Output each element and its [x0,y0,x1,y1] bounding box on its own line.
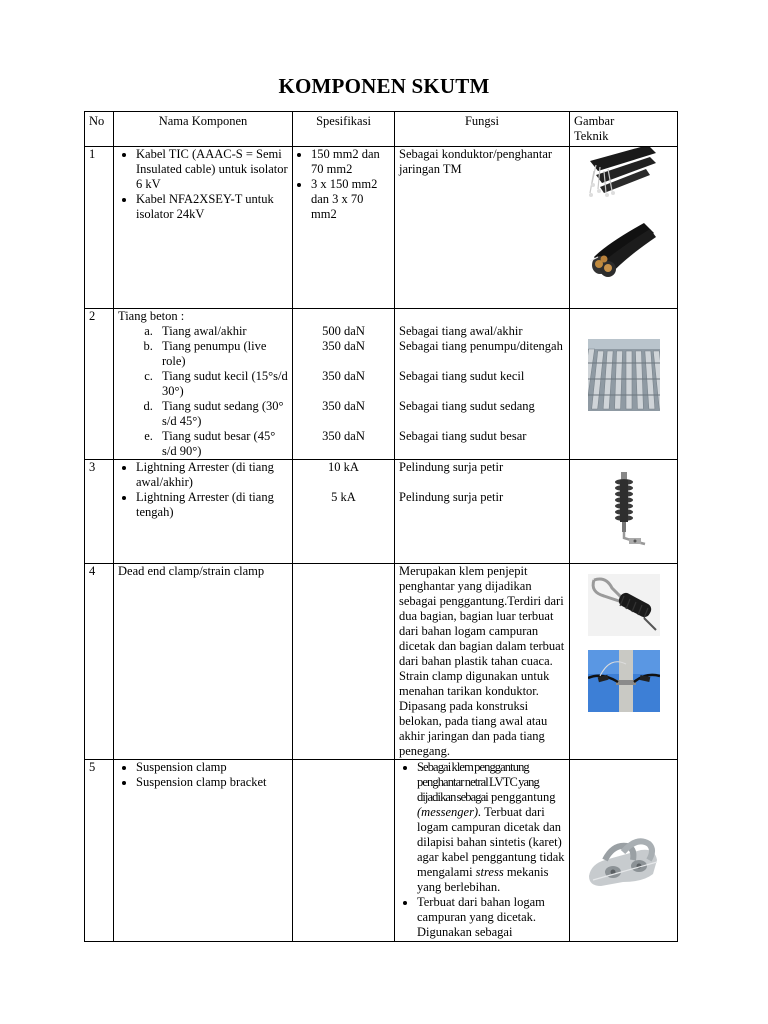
list-item: • Suspension clamp [136,760,288,775]
function-text: Pelindung surja petir [399,460,504,474]
function-text: Pelindung surja petir [399,490,504,504]
header-spesifikasi: Spesifikasi [293,112,395,147]
table-row [85,564,678,760]
list-item [417,760,565,895]
row-number: 1 [85,147,114,309]
suspension-clamp-photo [583,830,665,900]
specification-cell [293,564,395,760]
dead-end-clamp-photo [588,574,660,636]
lightning-arrester-photo [599,472,649,554]
component-name-cell [114,564,293,760]
specification-cell [293,760,395,942]
header-no: No [85,112,114,147]
table-row [85,147,678,309]
strain-clamp-on-pole-photo [588,650,660,712]
header-gambar-teknik [570,112,678,147]
image-cell [570,460,678,564]
list-item: • 3 x 150 mm2 dan 3 x 70 mm2 [311,177,390,222]
header-nama-komponen: Nama Komponen [114,112,293,147]
function-cell [395,309,570,460]
spec-value: 5 kA [331,490,356,504]
function-text: Sebagai tiang sudut sedang [399,399,535,413]
function-text: penggantung [490,790,556,804]
list-item: • Terbuat dari bahan logam campuran yang dicetak. Digunakan sebagai [417,895,565,940]
spec-value: 350 daN [322,369,365,383]
spec-value: 10 kA [328,460,359,474]
function-text: Sebagai tiang penumpu/ditengah [399,339,563,353]
header-fungsi: Fungsi [395,112,570,147]
component-name-cell [114,309,293,460]
function-text: Sebagai tiang sudut kecil [399,369,525,383]
components-table [84,111,678,942]
header-gambar-line2: Teknik [574,129,609,143]
function-text: Sebagai tiang awal/akhir [399,324,523,338]
list-item: e. Tiang sudut besar (45° s/d 90°) [156,429,288,459]
function-cell [395,460,570,564]
list-item: d. Tiang sudut sedang (30° s/d 45°) [156,399,288,429]
image-cell [570,564,678,760]
function-text: stress [475,865,504,879]
list-item: • Kabel TIC (AAAC-S = Semi Insulated cable) untuk isolator 6 kV [136,147,288,192]
component-name-cell [114,760,293,942]
spec-value: 500 daN [322,324,365,338]
specification-cell [293,147,395,309]
image-cell [570,147,678,309]
component-name-cell [114,147,293,309]
concrete-poles-stack-photo [588,339,660,411]
list-item: • 150 mm2 dan 70 mm2 [311,147,390,177]
list-item: • Lightning Arrester (di tiang tengah) [136,490,288,520]
function-text: Sebagai klem penggantung penghantar netral LVTC yang dijadikan sebagai [417,760,539,804]
page-title: KOMPONEN SKUTM [278,74,490,98]
function-text: Sebagai tiang sudut besar [399,429,527,443]
spec-value: 350 daN [322,429,365,443]
specification-cell [293,460,395,564]
triplex-cable-photo [588,217,660,279]
list-item: • Suspension clamp bracket [136,775,288,790]
function-text: Sebagai konduktor/penghantar jaringan TM [399,147,553,176]
specification-cell [293,309,395,460]
list-item: • Kabel NFA2XSEY-T untuk isolator 24kV [136,192,288,222]
table-row [85,460,678,564]
function-text: (messenger). [417,805,482,819]
row-number: 4 [85,564,114,760]
function-cell [395,147,570,309]
function-text: Terbuat dari logam campuran dicetak dan dilapisi bahan sintetis (karet) agar kabel penggantung tidak mengalami [417,805,565,879]
row-number: 3 [85,460,114,564]
function-cell [395,564,570,760]
component-name: Dead end clamp/strain clamp [118,564,265,578]
list-item: b. Tiang penumpu (live role) [156,339,288,369]
component-name-cell [114,460,293,564]
table-row [85,309,678,460]
function-text: Merupakan klem penjepit penghantar yang dijadikan sebagai penggantung.Terdiri dari dua bagian, bagian luar terbuat dari bahan logam campuran dicetak dan bagian dalam terbuat dari bahan plastik tahan cuaca. Strain clamp digunakan untuk menahan tarikan konduktor. Dipasang pada konstruksi belokan, pada tiang awal atau akhir jaringan dan pada tiang penegang. [399,564,565,758]
image-cell [570,760,678,942]
list-item: c. Tiang sudut kecil (15°s/d 30°) [156,369,288,399]
spec-value: 350 daN [322,399,365,413]
image-cell [570,309,678,460]
function-cell [395,760,570,942]
header-gambar-line1: Gambar [574,114,615,128]
table-header-row [85,112,678,147]
function-text: mekanis yang berlebihan. [417,865,549,894]
component-group-title: Tiang beton : [118,309,185,323]
spec-value: 350 daN [322,339,365,353]
row-number: 2 [85,309,114,460]
bundled-aerial-cable-photo [588,147,660,204]
list-item: a. Tiang awal/akhir [156,324,288,339]
list-item: • Lightning Arrester (di tiang awal/akhir) [136,460,288,490]
table-row [85,760,678,942]
row-number: 5 [85,760,114,942]
